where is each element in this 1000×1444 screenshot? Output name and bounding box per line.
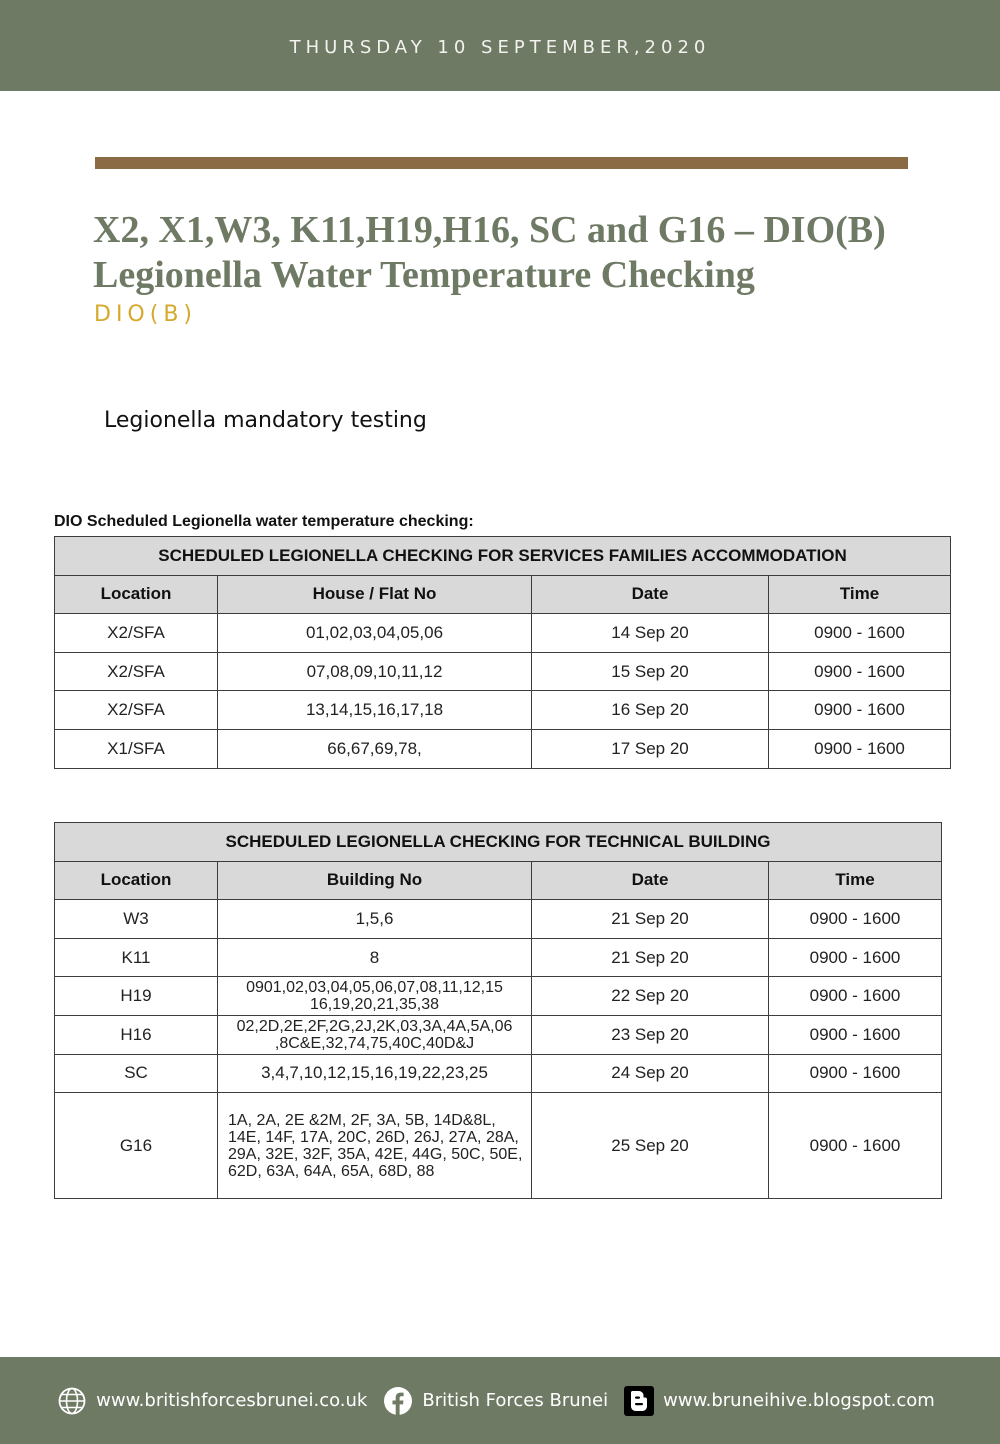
cell-location: G16 xyxy=(55,1093,218,1199)
cell-time: 0900 - 1600 xyxy=(769,652,951,691)
table-row xyxy=(55,1054,942,1093)
technical-building-schedule-table xyxy=(54,822,942,1199)
cell-location: H19 xyxy=(55,977,218,1016)
sfa-schedule-table xyxy=(54,536,951,769)
cell-time: 0900 - 1600 xyxy=(769,977,942,1016)
cell-house-flat: 01,02,03,04,05,06 xyxy=(218,614,532,653)
table-title-row xyxy=(55,823,942,862)
table-row xyxy=(55,652,951,691)
cell-building-no: 3,4,7,10,12,15,16,19,22,23,25 xyxy=(218,1054,532,1093)
footer-website-link[interactable]: www.britishforcesbrunei.co.uk xyxy=(96,1390,368,1411)
table-row xyxy=(55,977,942,1016)
cell-date: 16 Sep 20 xyxy=(532,691,769,730)
blogger-icon xyxy=(624,1386,654,1416)
column-header-time: Time xyxy=(769,861,942,900)
article-intro: Legionella mandatory testing xyxy=(104,408,427,433)
cell-time: 0900 - 1600 xyxy=(769,614,951,653)
cell-building-no: 8 xyxy=(218,938,532,977)
article-title xyxy=(93,208,953,298)
column-header-building-no: Building No xyxy=(218,861,532,900)
cell-date: 21 Sep 20 xyxy=(532,938,769,977)
table-row xyxy=(55,691,951,730)
cell-location: K11 xyxy=(55,938,218,977)
column-header-house-flat: House / Flat No xyxy=(218,575,532,614)
table-header-row xyxy=(55,575,951,614)
column-header-date: Date xyxy=(532,575,769,614)
cell-date: 15 Sep 20 xyxy=(532,652,769,691)
cell-location: SC xyxy=(55,1054,218,1093)
table-row xyxy=(55,1015,942,1054)
cell-time: 0900 - 1600 xyxy=(769,900,942,939)
cell-date: 17 Sep 20 xyxy=(532,729,769,768)
footer-band xyxy=(0,1357,1000,1444)
column-header-time: Time xyxy=(769,575,951,614)
table-title: SCHEDULED LEGIONELLA CHECKING FOR SERVICES FAMILIES ACCOMMODATION xyxy=(55,537,951,576)
table-row xyxy=(55,900,942,939)
cell-date: 14 Sep 20 xyxy=(532,614,769,653)
cell-building-no: 02,2D,2E,2F,2G,2J,2K,03,3A,4A,5A,06 ,8C&E,32,74,75,40C,40D&J xyxy=(218,1015,532,1054)
table-row xyxy=(55,938,942,977)
footer-blog-link[interactable]: www.bruneihive.blogspot.com xyxy=(663,1390,935,1411)
publication-date: THURSDAY 10 SEPTEMBER,2020 xyxy=(289,37,711,58)
globe-icon xyxy=(57,1386,87,1416)
table-row xyxy=(55,614,951,653)
column-header-location: Location xyxy=(55,861,218,900)
cell-house-flat: 13,14,15,16,17,18 xyxy=(218,691,532,730)
cell-date: 24 Sep 20 xyxy=(532,1054,769,1093)
footer-blog[interactable] xyxy=(624,1386,935,1416)
cell-time: 0900 - 1600 xyxy=(769,1015,942,1054)
cell-location: X2/SFA xyxy=(55,652,218,691)
cell-time: 0900 - 1600 xyxy=(769,938,942,977)
article-source: DIO(B) xyxy=(94,302,198,327)
cell-location: X1/SFA xyxy=(55,729,218,768)
footer-facebook-link[interactable]: British Forces Brunei xyxy=(422,1390,609,1411)
table-title-row xyxy=(55,537,951,576)
cell-location: H16 xyxy=(55,1015,218,1054)
cell-date: 25 Sep 20 xyxy=(532,1093,769,1199)
cell-time: 0900 - 1600 xyxy=(769,691,951,730)
table-row xyxy=(55,1093,942,1199)
facebook-icon xyxy=(383,1386,413,1416)
table-row xyxy=(55,729,951,768)
table-title: SCHEDULED LEGIONELLA CHECKING FOR TECHNICAL BUILDING xyxy=(55,823,942,862)
footer-facebook[interactable] xyxy=(383,1386,608,1416)
cell-time: 0900 - 1600 xyxy=(769,1054,942,1093)
cell-location: W3 xyxy=(55,900,218,939)
cell-date: 23 Sep 20 xyxy=(532,1015,769,1054)
cell-building-no: 1,5,6 xyxy=(218,900,532,939)
column-header-date: Date xyxy=(532,861,769,900)
header-band xyxy=(0,0,1000,91)
article-title-line1: X2, X1,W3, K11,H19,H16, SC and G16 – DIO(B) xyxy=(93,209,886,251)
article-title-line2: Legionella Water Temperature Checking xyxy=(93,254,755,296)
cell-building-no: 1A, 2A, 2E &2M, 2F, 3A, 5B, 14D&8L, 14E, 14F, 17A, 20C, 26D, 26J, 27A, 28A, 29A, 32E, 32F, 35A, 42E, 44G, 50C, 50E, 62D, 63A, 64A, 65A, 68D, 88 xyxy=(218,1093,532,1199)
footer-website[interactable] xyxy=(57,1386,367,1416)
table-header-row xyxy=(55,861,942,900)
cell-date: 21 Sep 20 xyxy=(532,900,769,939)
divider-rule xyxy=(95,157,908,169)
cell-location: X2/SFA xyxy=(55,614,218,653)
cell-date: 22 Sep 20 xyxy=(532,977,769,1016)
document-caption: DIO Scheduled Legionella water temperature checking: xyxy=(54,513,474,530)
cell-time: 0900 - 1600 xyxy=(769,729,951,768)
column-header-location: Location xyxy=(55,575,218,614)
cell-location: X2/SFA xyxy=(55,691,218,730)
cell-house-flat: 66,67,69,78, xyxy=(218,729,532,768)
cell-house-flat: 07,08,09,10,11,12 xyxy=(218,652,532,691)
cell-time: 0900 - 1600 xyxy=(769,1093,942,1199)
cell-building-no: 0901,02,03,04,05,06,07,08,11,12,15 16,19,20,21,35,38 xyxy=(218,977,532,1016)
